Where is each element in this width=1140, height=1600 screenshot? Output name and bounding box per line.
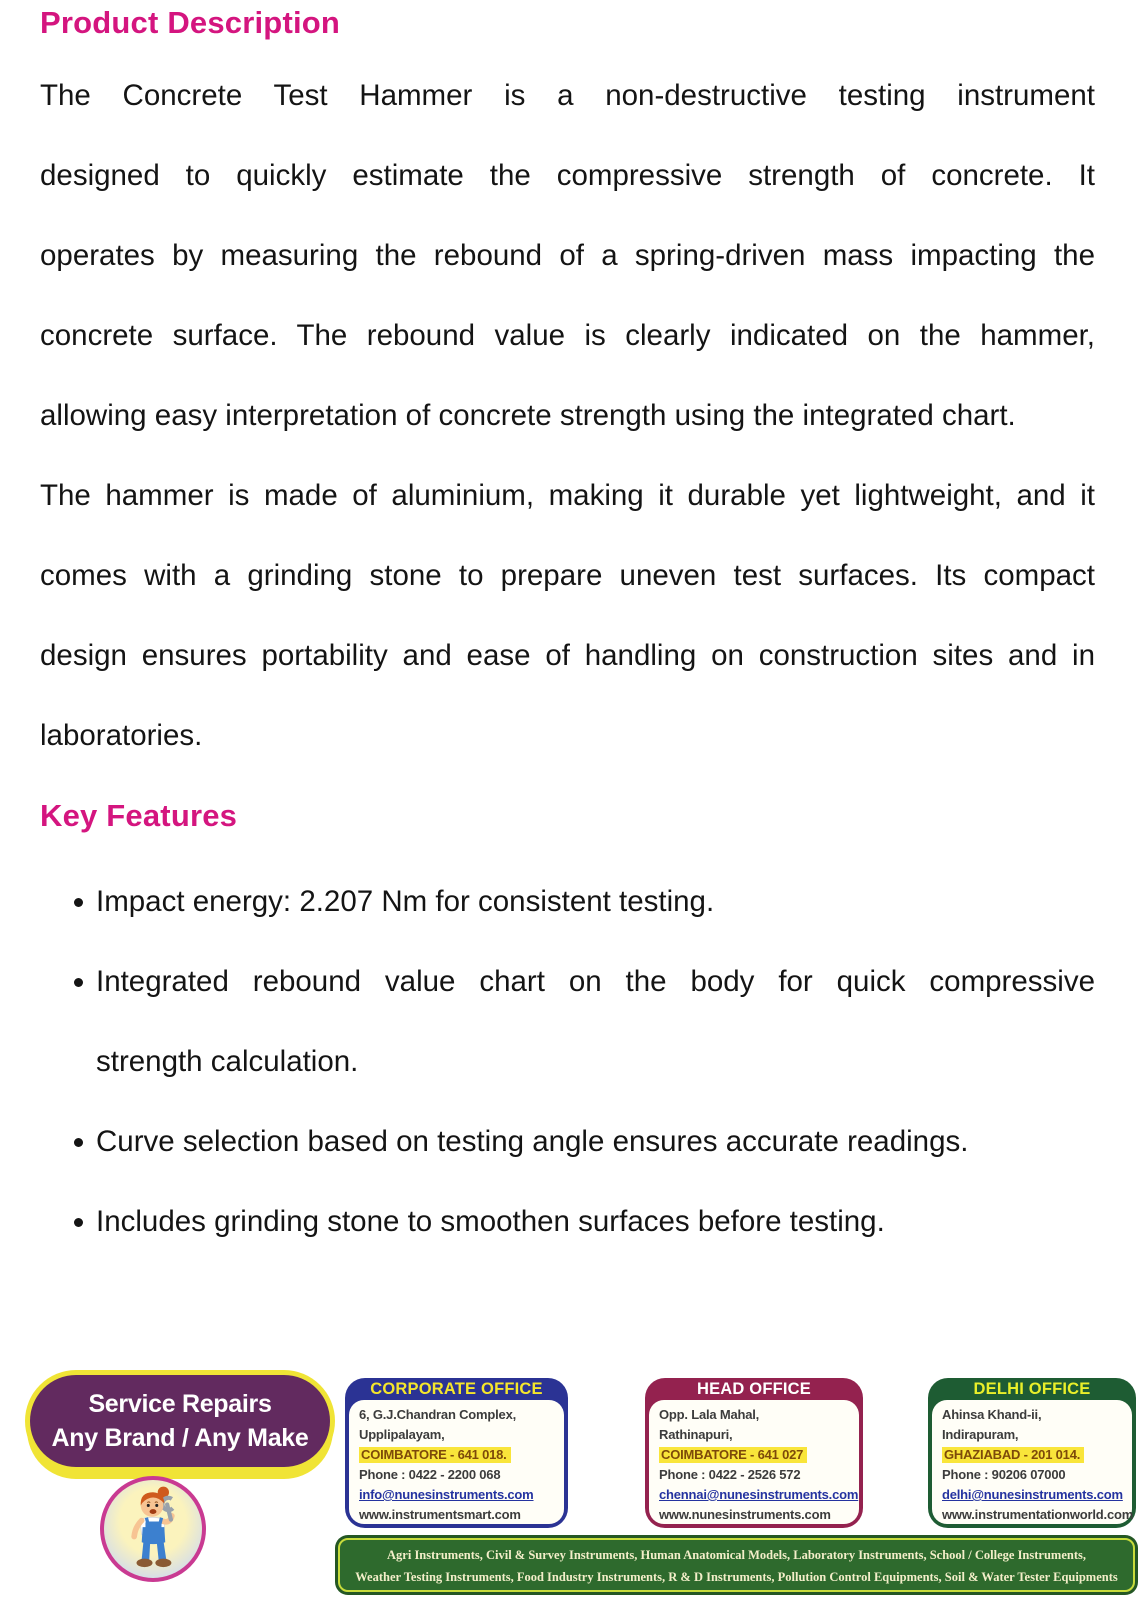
categories-line: Weather Testing Instruments, Food Industry Instruments, R & D Instruments, Pollution Control Equipments, Soil & Water Tester Equipments [355,1570,1118,1584]
office-website: www.nunesinstruments.com [659,1507,831,1522]
product-categories-banner [338,1538,1135,1592]
office-address-line: 6, G.J.Chandran Complex, [359,1407,517,1422]
bullet-dot-icon [74,898,83,907]
page-title: Product Description [40,5,341,40]
feature-item [40,862,1095,942]
key-features-heading: Key Features [40,798,238,833]
feature-text: Includes grinding stone to smoothen surfaces before testing. [96,1205,885,1238]
description-line: design ensures portability and ease of handling on construction sites and in [40,639,1095,672]
service-repairs-badge [30,1375,330,1467]
feature-item [40,1182,1095,1262]
office-address-line: Ahinsa Khand-ii, [942,1407,1042,1422]
feature-item [40,942,1095,1102]
description-paragraphs [40,56,1095,776]
description-line: laboratories. [40,719,203,752]
description-line: allowing easy interpretation of concrete strength using the integrated chart. [40,399,1016,432]
description-line: concrete surface. The rebound value is clearly indicated on the hammer, [40,319,1095,352]
description-line: operates by measuring the rebound of a spring-driven mass impacting the [40,239,1095,272]
bullet-dot-icon [74,978,83,987]
service-badge-line2: Any Brand / Any Make [51,1424,309,1452]
service-badge-line1: Service Repairs [88,1390,272,1418]
office-card-corporate [345,1378,568,1528]
feature-text: Impact energy: 2.207 Nm for consistent testing. [96,885,715,918]
feature-text: Curve selection based on testing angle ensures accurate readings. [96,1125,969,1158]
office-website: www.instrumentationworld.com [942,1507,1134,1522]
office-card-title: DELHI OFFICE [973,1380,1091,1398]
office-website: www.instrumentsmart.com [359,1507,521,1522]
office-address-line: Rathinapuri, [659,1427,733,1442]
office-address-line: Upplipalayam, [359,1427,445,1442]
description-line: comes with a grinding stone to prepare uneven test surfaces. Its compact [40,559,1095,592]
office-phone: Phone : 0422 - 2526 572 [659,1467,801,1482]
mechanic-cartoon-icon [100,1476,206,1582]
bullet-dot-icon [74,1138,83,1147]
office-phone: Phone : 90206 07000 [942,1467,1066,1482]
office-phone: Phone : 0422 - 2200 068 [359,1467,501,1482]
office-email: chennai@nunesinstruments.com [659,1487,859,1502]
office-card-head [645,1378,863,1528]
footer-contact-strip [0,1375,1140,1600]
office-address-line: Indirapuram, [942,1427,1019,1442]
feature-text: Integrated rebound value chart on the body for quick compressive [96,965,1095,998]
office-card-title: CORPORATE OFFICE [370,1380,543,1398]
feature-item [40,1102,1095,1182]
description-line: The hammer is made of aluminium, making it durable yet lightweight, and it [40,479,1095,512]
office-city-highlight: COIMBATORE - 641 027 [659,1447,807,1463]
categories-line: Agri Instruments, Civil & Survey Instruments, Human Anatomical Models, Laboratory Instruments, School / College Instruments, [387,1548,1086,1562]
bullet-dot-icon [74,1218,83,1227]
description-line: The Concrete Test Hammer is a non-destructive testing instrument [40,79,1095,112]
office-email: info@nunesinstruments.com [359,1487,534,1502]
office-city-highlight: COIMBATORE - 641 018. [359,1447,511,1463]
office-city-highlight: GHAZIABAD - 201 014. [942,1447,1084,1463]
office-card-title: HEAD OFFICE [696,1380,812,1398]
description-line: designed to quickly estimate the compressive strength of concrete. It [40,159,1095,192]
office-address-line: Opp. Lala Mahal, [659,1407,760,1422]
office-email: delhi@nunesinstruments.com [942,1487,1123,1502]
office-card-delhi [928,1378,1136,1528]
feature-text: strength calculation. [96,1045,359,1078]
